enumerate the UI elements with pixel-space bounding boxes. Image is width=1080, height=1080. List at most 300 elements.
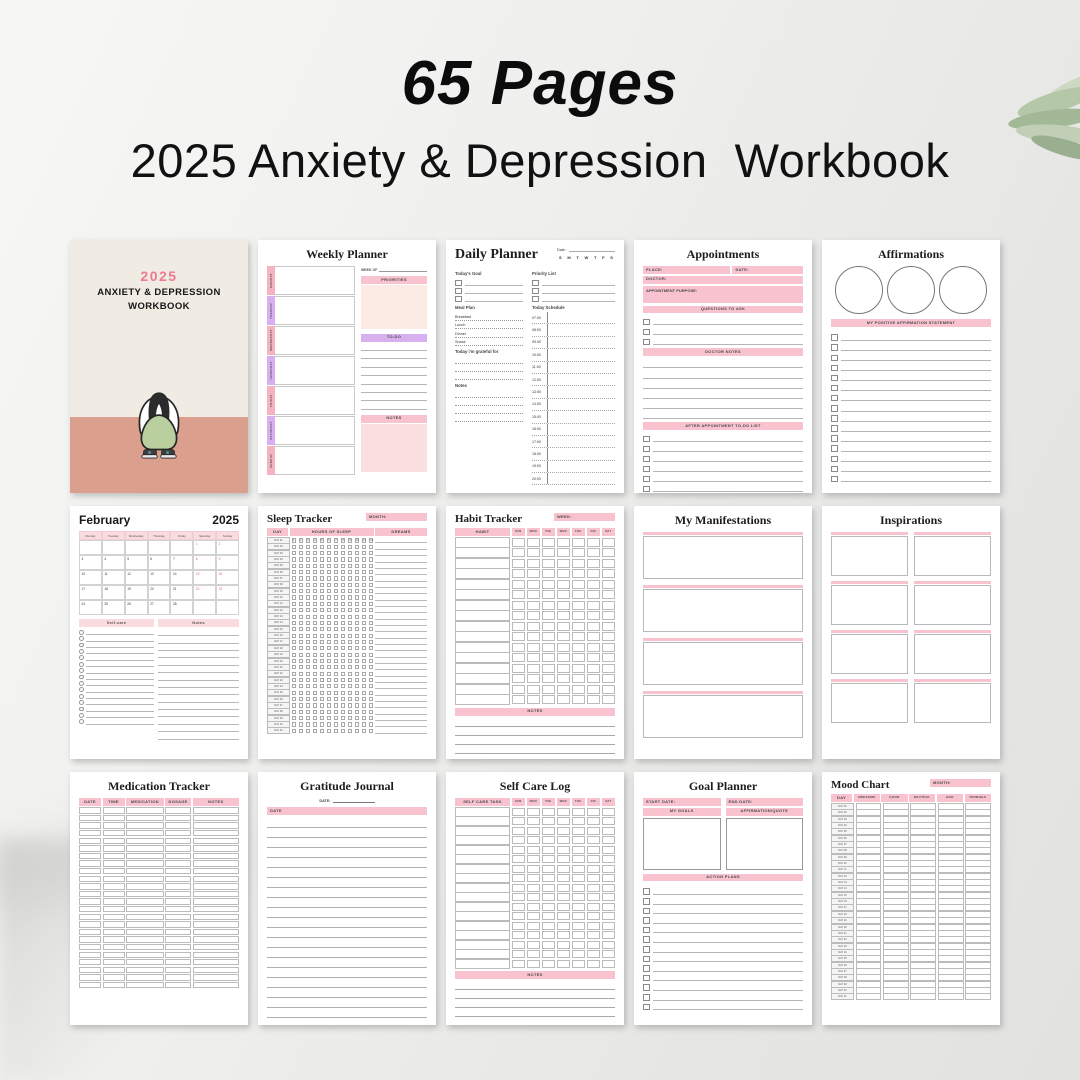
habit-checkbox bbox=[602, 664, 616, 673]
hour-checkbox bbox=[306, 653, 310, 657]
page-sleep-tracker bbox=[258, 506, 436, 759]
hour-checkbox bbox=[362, 545, 366, 549]
hour-checkbox bbox=[348, 627, 352, 631]
medication-row bbox=[79, 815, 239, 821]
medication-cell bbox=[126, 830, 164, 836]
hour-checkbox bbox=[334, 595, 338, 599]
hour-checkbox bbox=[306, 557, 310, 561]
medication-row bbox=[79, 944, 239, 950]
selfcare-line bbox=[79, 635, 154, 641]
medication-cell bbox=[79, 822, 101, 828]
medication-cell bbox=[193, 967, 239, 973]
hour-checkbox bbox=[369, 716, 373, 720]
habit-checkbox bbox=[512, 685, 526, 694]
habit-checkbox bbox=[557, 653, 571, 662]
checkbox bbox=[831, 456, 838, 463]
selfcare-checkbox bbox=[542, 960, 556, 968]
hour-checkbox bbox=[320, 653, 324, 657]
ruled-line bbox=[86, 666, 154, 667]
selfcare-row bbox=[455, 845, 615, 854]
selfcare-row bbox=[455, 959, 615, 968]
doctor-note-line bbox=[643, 389, 803, 399]
hour-checkbox bbox=[327, 722, 331, 726]
medication-cell bbox=[165, 959, 191, 965]
hour-checkbox bbox=[320, 570, 324, 574]
hour-checkbox bbox=[355, 703, 359, 707]
hours-cells bbox=[292, 589, 374, 593]
hour-checkbox bbox=[334, 710, 338, 714]
selfcare-checkbox bbox=[572, 808, 586, 816]
hour-checkbox bbox=[355, 684, 359, 688]
hour-checkbox bbox=[292, 710, 296, 714]
hour-checkbox bbox=[292, 602, 296, 606]
hour-checkbox bbox=[369, 595, 373, 599]
affirmation-circle bbox=[939, 266, 987, 314]
schedule-line bbox=[548, 411, 615, 422]
habit-checkbox bbox=[587, 674, 601, 683]
day-label: DAY 15 bbox=[831, 892, 854, 899]
affirmation-quote-box bbox=[726, 818, 804, 870]
habit-row bbox=[455, 663, 615, 673]
date-block bbox=[557, 247, 615, 260]
medication-cell bbox=[103, 845, 125, 851]
medication-cell bbox=[165, 914, 191, 920]
habit-checkbox bbox=[572, 569, 586, 578]
medication-cell bbox=[193, 815, 239, 821]
medication-cell bbox=[79, 967, 101, 973]
selfcare-checkbox bbox=[512, 950, 526, 958]
day-label: DAY 16 bbox=[831, 898, 854, 905]
hour-checkbox bbox=[299, 608, 303, 612]
journal-line bbox=[267, 988, 427, 998]
column-headers bbox=[831, 794, 991, 802]
hour-checkbox bbox=[306, 729, 310, 733]
hour-checkbox: 8 bbox=[342, 539, 344, 543]
habit-name-cell bbox=[455, 558, 510, 569]
medication-cell bbox=[165, 967, 191, 973]
selfcare-checkbox bbox=[512, 846, 526, 854]
hour-checkbox bbox=[306, 659, 310, 663]
weekly-day-row bbox=[267, 326, 355, 355]
hour-checkbox bbox=[369, 621, 373, 625]
hour-checkbox bbox=[320, 621, 324, 625]
hour-checkbox bbox=[348, 602, 352, 606]
habit-checkbox bbox=[587, 664, 601, 673]
selfcare-line bbox=[79, 712, 154, 718]
selfcare-checkbox bbox=[602, 855, 616, 863]
habit-checkbox bbox=[557, 548, 571, 557]
selfcare-checkbox bbox=[557, 827, 571, 835]
hour-checkbox bbox=[334, 557, 338, 561]
habit-name-cell bbox=[455, 579, 510, 590]
selfcare-checkbox bbox=[587, 912, 601, 920]
hour-checkbox bbox=[355, 710, 359, 714]
hour-checkbox bbox=[313, 595, 317, 599]
weekday-letters bbox=[557, 255, 615, 260]
medication-cell bbox=[165, 974, 191, 980]
page-habit-tracker bbox=[446, 506, 624, 759]
selfcare-lines bbox=[79, 629, 154, 725]
hour-checkbox bbox=[313, 672, 317, 676]
checkbox bbox=[643, 888, 650, 895]
selfcare-checkbox bbox=[557, 922, 571, 930]
bullet-circle bbox=[79, 668, 84, 673]
selfcare-checkbox bbox=[557, 808, 571, 816]
habit-checkbox bbox=[602, 674, 616, 683]
hour-checkbox bbox=[306, 678, 310, 682]
hours-cells bbox=[292, 640, 374, 644]
checkbox bbox=[643, 956, 650, 963]
schedule-time: 16:00 bbox=[532, 424, 548, 435]
hour-checkbox bbox=[299, 557, 303, 561]
notes-line bbox=[455, 981, 615, 990]
medication-row bbox=[79, 830, 239, 836]
hour-checkbox bbox=[320, 659, 324, 663]
habit-checkbox bbox=[587, 685, 601, 694]
hours-cells bbox=[292, 595, 374, 599]
habit-checkbox bbox=[557, 590, 571, 599]
hour-checkbox bbox=[299, 691, 303, 695]
hour-checkbox bbox=[369, 583, 373, 587]
hour-checkbox bbox=[341, 691, 345, 695]
page-self-care-log bbox=[446, 772, 624, 1025]
habit-checkbox bbox=[512, 580, 526, 589]
dreams-line bbox=[375, 601, 427, 607]
medication-row bbox=[79, 853, 239, 859]
medication-cell bbox=[165, 853, 191, 859]
habit-checkbox bbox=[512, 653, 526, 662]
selfcare-row bbox=[455, 902, 615, 911]
habit-checkbox bbox=[557, 643, 571, 652]
hour-checkbox bbox=[313, 583, 317, 587]
hour-checkbox bbox=[341, 551, 345, 555]
calendar-bottom bbox=[79, 619, 239, 740]
mood-cell bbox=[856, 993, 882, 1000]
workbook-title-heading: 2025 Anxiety & Depression Workbook bbox=[130, 134, 950, 187]
selfcare-checkbox bbox=[512, 836, 526, 844]
medication-cell bbox=[165, 815, 191, 821]
day-label: MONDAY bbox=[267, 266, 275, 295]
habit-checkbox bbox=[527, 559, 541, 568]
cover-title-line: WORKBOOK bbox=[128, 301, 190, 312]
checkbox bbox=[831, 385, 838, 392]
doctor-note-line bbox=[643, 399, 803, 409]
day-label: DAY 18 bbox=[267, 645, 290, 652]
quote-column bbox=[726, 808, 804, 870]
selfcare-checkbox bbox=[527, 903, 541, 911]
selfcare-checkbox bbox=[542, 941, 556, 949]
page-goal-planner bbox=[634, 772, 812, 1025]
page-weekly-planner bbox=[258, 240, 436, 493]
habit-checkbox bbox=[512, 590, 526, 599]
dreams-line bbox=[375, 614, 427, 620]
hour-checkbox bbox=[355, 564, 359, 568]
hour-checkbox: 9 bbox=[349, 539, 351, 543]
journal-line bbox=[267, 978, 427, 988]
selfcare-checkbox bbox=[557, 855, 571, 863]
selfcare-checkbox bbox=[512, 931, 526, 939]
medication-row bbox=[79, 921, 239, 927]
hour-checkbox bbox=[355, 716, 359, 720]
hours-cells bbox=[292, 646, 374, 650]
habit-checkbox bbox=[542, 601, 556, 610]
day-notes-box bbox=[275, 386, 355, 415]
weekly-day-row bbox=[267, 416, 355, 445]
selfcare-checkbox bbox=[512, 874, 526, 882]
inspiration-section bbox=[831, 532, 908, 576]
selfcare-column bbox=[79, 619, 154, 740]
dreams-line bbox=[375, 696, 427, 702]
hour-checkbox bbox=[292, 595, 296, 599]
selfcare-checkbox bbox=[542, 874, 556, 882]
journal-line bbox=[267, 918, 427, 928]
ruled-line bbox=[86, 660, 154, 661]
selfcare-header: Self-care bbox=[79, 619, 154, 627]
selfcare-checkbox bbox=[587, 827, 601, 835]
hour-checkbox bbox=[320, 608, 324, 612]
hour-checkbox bbox=[292, 678, 296, 682]
date-line bbox=[569, 247, 615, 252]
ruled-line bbox=[361, 401, 427, 409]
hour-checkbox bbox=[320, 729, 324, 733]
hour-checkbox bbox=[327, 545, 331, 549]
mood-cell bbox=[965, 993, 991, 1000]
medication-cell bbox=[79, 815, 101, 821]
selfcare-checkbox bbox=[557, 912, 571, 920]
selfcare-checkbox bbox=[572, 836, 586, 844]
day-label: DAY 19 bbox=[831, 917, 854, 924]
medication-cell bbox=[103, 838, 125, 844]
habit-checkbox bbox=[542, 695, 556, 704]
schedule-row bbox=[532, 399, 615, 411]
habit-row bbox=[455, 590, 615, 600]
hours-cells bbox=[292, 684, 374, 688]
hour-checkbox bbox=[334, 672, 338, 676]
manifestation-header bbox=[643, 638, 803, 641]
day-label: DAY 23 bbox=[831, 943, 854, 950]
medication-cell bbox=[165, 830, 191, 836]
day-notes-box bbox=[275, 296, 355, 325]
day-label: DAY 05 bbox=[831, 828, 854, 835]
medication-cell bbox=[103, 860, 125, 866]
selfcare-checkbox bbox=[542, 931, 556, 939]
selfcare-checkbox bbox=[587, 817, 601, 825]
medication-cell bbox=[126, 959, 164, 965]
hour-checkbox: 5 bbox=[321, 539, 323, 543]
hour-checkbox bbox=[362, 634, 366, 638]
medication-cell bbox=[103, 936, 125, 942]
hour-checkbox bbox=[362, 576, 366, 580]
bullet-circle bbox=[79, 681, 84, 686]
medication-cell bbox=[79, 807, 101, 813]
hour-checkbox bbox=[320, 564, 324, 568]
inspiration-header bbox=[831, 630, 908, 633]
inspiration-box bbox=[914, 536, 991, 576]
selfcare-checkbox bbox=[557, 960, 571, 968]
weekday-header: Monday bbox=[79, 531, 102, 540]
hours-cells bbox=[292, 551, 374, 555]
hour-checkbox bbox=[341, 646, 345, 650]
schedule-line bbox=[548, 374, 615, 385]
page-title: My Manifestations bbox=[674, 513, 772, 527]
notes-line bbox=[158, 651, 239, 658]
hour-checkbox bbox=[306, 564, 310, 568]
hour-checkbox bbox=[334, 634, 338, 638]
hour-checkbox bbox=[348, 608, 352, 612]
hour-checkbox bbox=[306, 665, 310, 669]
checkbox bbox=[831, 466, 838, 473]
selfcare-line bbox=[79, 642, 154, 648]
calendar-day-cell: 22 bbox=[193, 585, 216, 600]
journal-line bbox=[267, 958, 427, 968]
page-title: Habit Tracker bbox=[455, 513, 523, 525]
hours-cells bbox=[292, 564, 374, 568]
inspiration-box bbox=[914, 634, 991, 674]
day-notes-box bbox=[275, 326, 355, 355]
selfcare-row bbox=[455, 912, 615, 921]
dreams-line bbox=[375, 728, 427, 734]
day-label: TUESDAY bbox=[267, 296, 275, 325]
habit-checkbox bbox=[542, 538, 556, 547]
hour-checkbox bbox=[348, 557, 352, 561]
selfcare-checkbox bbox=[572, 846, 586, 854]
habit-name-cell bbox=[455, 673, 510, 684]
medication-cell bbox=[165, 860, 191, 866]
day-label: DAY 18 bbox=[831, 911, 854, 918]
hour-checkbox bbox=[320, 602, 324, 606]
hour-checkbox bbox=[299, 545, 303, 549]
habit-checkbox bbox=[542, 580, 556, 589]
dreams-line bbox=[375, 620, 427, 626]
dreams-line bbox=[375, 557, 427, 563]
habit-checkbox bbox=[557, 569, 571, 578]
selfcare-checkbox bbox=[557, 893, 571, 901]
hour-checkbox bbox=[341, 557, 345, 561]
selfcare-checkbox bbox=[572, 893, 586, 901]
medication-cell bbox=[79, 929, 101, 935]
selfcare-line bbox=[79, 654, 154, 660]
hour-checkbox: 2 bbox=[299, 539, 302, 543]
selfcare-checkbox bbox=[602, 941, 616, 949]
habit-checkbox bbox=[602, 632, 616, 641]
hour-checkbox bbox=[369, 589, 373, 593]
inspiration-section bbox=[914, 679, 991, 723]
medication-cell bbox=[193, 860, 239, 866]
medication-cell bbox=[165, 891, 191, 897]
hour-checkbox bbox=[313, 691, 317, 695]
hour-checkbox bbox=[362, 672, 366, 676]
hour-checkbox bbox=[292, 703, 296, 707]
hour-checkbox bbox=[334, 678, 338, 682]
hour-checkbox bbox=[369, 703, 373, 707]
habit-checkbox bbox=[587, 580, 601, 589]
journal-line bbox=[267, 998, 427, 1008]
notes-line bbox=[158, 688, 239, 695]
medication-cell bbox=[79, 883, 101, 889]
hour-checkbox bbox=[355, 659, 359, 663]
doctor-note-line bbox=[643, 409, 803, 419]
notes-column bbox=[158, 619, 239, 740]
cover-title-line: ANXIETY & DEPRESSION bbox=[97, 287, 221, 298]
hour-checkbox bbox=[313, 729, 317, 733]
selfcare-line bbox=[79, 629, 154, 635]
selfcare-row bbox=[455, 836, 615, 845]
mood-cell bbox=[938, 993, 964, 1000]
medication-cell bbox=[193, 838, 239, 844]
person-illustration bbox=[116, 379, 202, 479]
hours-cells bbox=[292, 621, 374, 625]
page-title: Daily Planner bbox=[455, 247, 538, 262]
selfcare-checkbox bbox=[512, 855, 526, 863]
journal-line bbox=[267, 928, 427, 938]
hour-checkbox bbox=[362, 557, 366, 561]
weekday-header: Friday bbox=[170, 531, 193, 540]
schedule-line bbox=[548, 362, 615, 373]
hours-cells bbox=[292, 576, 374, 580]
calendar-day-cell: 14 bbox=[170, 570, 193, 585]
checkbox bbox=[643, 975, 650, 982]
selfcare-line bbox=[79, 686, 154, 692]
medication-cell bbox=[126, 974, 164, 980]
notes-header: Notes bbox=[158, 619, 239, 627]
medication-row bbox=[79, 982, 239, 988]
inspiration-section bbox=[831, 630, 908, 674]
schedule-time: 18:00 bbox=[532, 448, 548, 459]
medication-cell bbox=[103, 921, 125, 927]
meal-row: Snack bbox=[455, 338, 523, 347]
habit-checkbox bbox=[602, 580, 616, 589]
journal-line bbox=[267, 908, 427, 918]
selfcare-checkbox bbox=[542, 912, 556, 920]
hour-checkbox bbox=[299, 659, 303, 663]
selfcare-line bbox=[79, 648, 154, 654]
habit-checkbox bbox=[557, 580, 571, 589]
hour-checkbox bbox=[327, 570, 331, 574]
habit-checkbox bbox=[512, 674, 526, 683]
calendar-day-cell: 28 bbox=[170, 600, 193, 615]
checkbox bbox=[643, 446, 650, 453]
day-column-header: DAY bbox=[267, 528, 288, 536]
hour-checkbox bbox=[292, 729, 296, 733]
hour-checkbox bbox=[341, 722, 345, 726]
hour-checkbox bbox=[369, 627, 373, 631]
hour-checkbox bbox=[348, 691, 352, 695]
day-label: DAY 03 bbox=[831, 816, 854, 823]
hour-checkbox bbox=[313, 646, 317, 650]
medication-cell bbox=[79, 830, 101, 836]
medication-cell bbox=[126, 929, 164, 935]
place-date-row bbox=[643, 266, 803, 274]
selfcare-row bbox=[455, 855, 615, 864]
hour-checkbox bbox=[348, 551, 352, 555]
hour-checkbox bbox=[299, 576, 303, 580]
dreams-line bbox=[375, 582, 427, 588]
medication-cell bbox=[126, 982, 164, 988]
habit-checkbox bbox=[542, 622, 556, 631]
hour-checkbox bbox=[313, 627, 317, 631]
grateful-line bbox=[455, 364, 523, 372]
day-column-header: MON bbox=[527, 528, 541, 536]
inspiration-box bbox=[914, 683, 991, 723]
hour-checkbox bbox=[334, 703, 338, 707]
habit-checkbox bbox=[527, 590, 541, 599]
habit-checkbox bbox=[602, 622, 616, 631]
selfcare-row bbox=[455, 883, 615, 892]
medication-row bbox=[79, 898, 239, 904]
medication-cell bbox=[193, 952, 239, 958]
dreams-column-header: DREAMS bbox=[375, 528, 427, 536]
selfcare-checkbox bbox=[587, 960, 601, 968]
